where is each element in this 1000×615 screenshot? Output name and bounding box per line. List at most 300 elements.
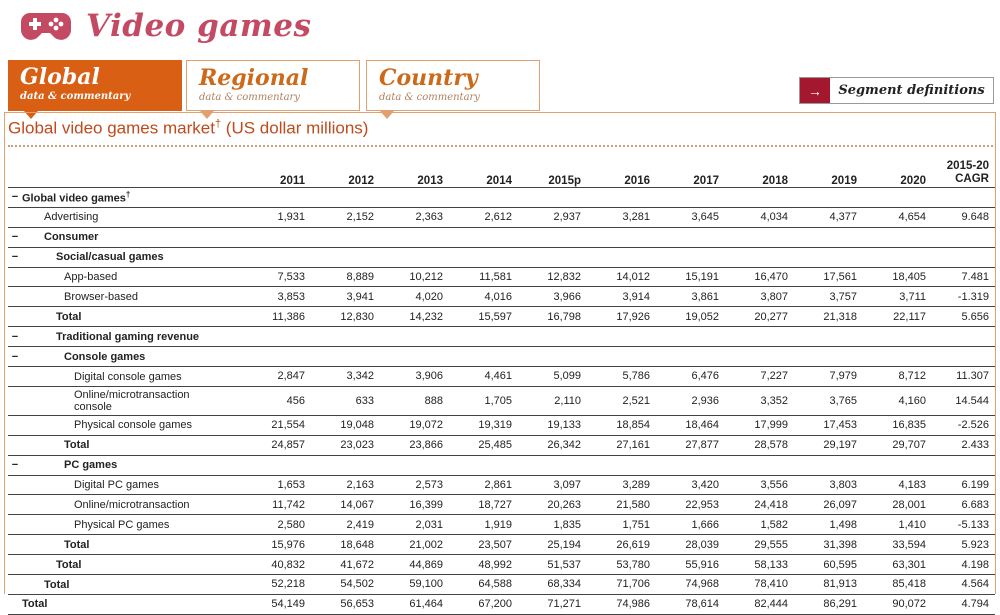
cagr-cell: [932, 227, 995, 247]
row-label: [8, 435, 242, 455]
value-cell: 23,507: [449, 535, 518, 555]
tab-global-label: Global: [20, 64, 100, 90]
value-cell: 27,877: [656, 435, 725, 455]
cagr-cell: [932, 247, 995, 267]
value-cell: [518, 455, 587, 475]
value-cell: 51,537: [518, 555, 587, 575]
value-cell: 17,999: [725, 415, 794, 435]
value-cell: 81,913: [794, 575, 863, 595]
row-label-text: Traditional gaming revenue: [56, 330, 200, 343]
row-label: [8, 455, 242, 475]
table-row: [8, 267, 995, 287]
value-cell: 20,263: [518, 495, 587, 515]
value-cell: 4,654: [863, 207, 932, 227]
cagr-cell: 11.307: [932, 367, 995, 387]
value-cell: [587, 327, 656, 347]
tab-regional[interactable]: [186, 60, 360, 111]
value-cell: 85,418: [863, 575, 932, 595]
value-cell: 78,614: [656, 594, 725, 614]
value-cell: [242, 227, 311, 247]
row-label-text: Console games: [64, 350, 146, 363]
row-label-text: Physical console games: [74, 419, 193, 432]
value-cell: 25,194: [518, 535, 587, 555]
value-cell: 1,705: [449, 386, 518, 415]
cagr-cell: 5.923: [932, 535, 995, 555]
value-cell: 1,666: [656, 515, 725, 535]
value-cell: 2,031: [380, 515, 449, 535]
value-cell: [380, 455, 449, 475]
value-cell: 1,931: [242, 207, 311, 227]
value-cell: 15,597: [449, 307, 518, 327]
cagr-cell: 5.656: [932, 307, 995, 327]
collapse-toggle[interactable]: −: [11, 251, 19, 264]
column-header: 2012: [311, 150, 380, 188]
value-cell: [380, 188, 449, 208]
value-cell: 11,386: [242, 307, 311, 327]
value-cell: 82,444: [725, 594, 794, 614]
tab-country-sub: data & commentary: [379, 92, 480, 103]
value-cell: [311, 247, 380, 267]
value-cell: [863, 327, 932, 347]
value-cell: [725, 455, 794, 475]
tab-country-label: Country: [379, 65, 478, 91]
value-cell: 11,581: [449, 267, 518, 287]
value-cell: [242, 347, 311, 367]
page-title: Video games: [86, 8, 312, 44]
market-table: [8, 150, 995, 615]
row-label: [8, 386, 242, 415]
value-cell: 52,218: [242, 575, 311, 595]
row-label: [8, 347, 242, 367]
value-cell: [725, 347, 794, 367]
value-cell: 2,419: [311, 515, 380, 535]
value-cell: 1,835: [518, 515, 587, 535]
value-cell: 22,953: [656, 495, 725, 515]
column-header: 2013: [380, 150, 449, 188]
table-row: [8, 535, 995, 555]
value-cell: 1,653: [242, 475, 311, 495]
value-cell: [242, 455, 311, 475]
value-cell: 21,002: [380, 535, 449, 555]
value-cell: 2,110: [518, 386, 587, 415]
value-cell: 2,937: [518, 207, 587, 227]
table-row: [8, 455, 995, 475]
value-cell: 2,152: [311, 207, 380, 227]
value-cell: 90,072: [863, 594, 932, 614]
value-cell: 3,757: [794, 287, 863, 307]
collapse-toggle[interactable]: −: [11, 459, 19, 472]
table-row: [8, 367, 995, 387]
value-cell: 26,619: [587, 535, 656, 555]
value-cell: 2,936: [656, 386, 725, 415]
value-cell: 3,281: [587, 207, 656, 227]
row-label: [8, 307, 242, 327]
row-label: [8, 555, 242, 575]
value-cell: 16,798: [518, 307, 587, 327]
value-cell: [518, 188, 587, 208]
table-row: [8, 188, 995, 208]
row-label-text: Total: [64, 439, 90, 452]
value-cell: 18,727: [449, 495, 518, 515]
value-cell: 12,832: [518, 267, 587, 287]
value-cell: 3,807: [725, 287, 794, 307]
value-cell: [863, 455, 932, 475]
row-label-text: Total: [56, 558, 82, 571]
row-label: [8, 267, 242, 287]
row-label-text: Total: [64, 538, 90, 551]
value-cell: 56,653: [311, 594, 380, 614]
table-row: [8, 386, 995, 415]
value-cell: 1,498: [794, 515, 863, 535]
value-cell: [449, 327, 518, 347]
value-cell: 5,099: [518, 367, 587, 387]
value-cell: 2,363: [380, 207, 449, 227]
row-label-text: Digital console games: [74, 370, 182, 383]
value-cell: 64,588: [449, 575, 518, 595]
value-cell: 59,100: [380, 575, 449, 595]
table-row: [8, 475, 995, 495]
cagr-cell: [932, 327, 995, 347]
value-cell: 28,039: [656, 535, 725, 555]
section-title: Global video games market† (US dollar millions): [8, 118, 369, 138]
cagr-cell: 4.198: [932, 555, 995, 575]
dotted-divider: [8, 145, 993, 147]
segment-definitions-label: Segment definitions: [838, 83, 985, 98]
value-cell: 26,097: [794, 495, 863, 515]
collapse-toggle[interactable]: −: [11, 350, 19, 363]
value-cell: [518, 247, 587, 267]
value-cell: 28,001: [863, 495, 932, 515]
value-cell: 2,573: [380, 475, 449, 495]
value-cell: 3,914: [587, 287, 656, 307]
collapse-toggle[interactable]: −: [11, 231, 19, 244]
value-cell: 58,133: [725, 555, 794, 575]
gamepad-icon: [20, 7, 72, 45]
value-cell: [794, 188, 863, 208]
dagger-mark: †: [125, 190, 131, 200]
value-cell: 1,582: [725, 515, 794, 535]
value-cell: 33,594: [863, 535, 932, 555]
value-cell: 21,554: [242, 415, 311, 435]
cagr-cell: -1.319: [932, 287, 995, 307]
table-row: [8, 515, 995, 535]
cagr-cell: [932, 455, 995, 475]
value-cell: 14,232: [380, 307, 449, 327]
cagr-cell: 14.544: [932, 386, 995, 415]
value-cell: 22,117: [863, 307, 932, 327]
value-cell: [449, 455, 518, 475]
value-cell: [725, 227, 794, 247]
value-cell: 3,803: [794, 475, 863, 495]
value-cell: 68,334: [518, 575, 587, 595]
table-row: [8, 227, 995, 247]
row-label: [8, 287, 242, 307]
table-row: [8, 307, 995, 327]
table-row: [8, 555, 995, 575]
value-cell: 19,072: [380, 415, 449, 435]
value-cell: [242, 247, 311, 267]
table-row: [8, 435, 995, 455]
value-cell: 28,578: [725, 435, 794, 455]
value-cell: 1,751: [587, 515, 656, 535]
column-header: 2014: [449, 150, 518, 188]
value-cell: 4,183: [863, 475, 932, 495]
row-label: [8, 227, 242, 247]
value-cell: 3,097: [518, 475, 587, 495]
value-cell: [725, 247, 794, 267]
value-cell: [449, 188, 518, 208]
value-cell: 21,580: [587, 495, 656, 515]
value-cell: 67,200: [449, 594, 518, 614]
value-cell: 456: [242, 386, 311, 415]
value-cell: [794, 227, 863, 247]
table-row: [8, 347, 995, 367]
value-cell: 3,645: [656, 207, 725, 227]
value-cell: 41,672: [311, 555, 380, 575]
row-label: [8, 415, 242, 435]
cagr-cell: -5.133: [932, 515, 995, 535]
value-cell: [656, 247, 725, 267]
value-cell: 29,197: [794, 435, 863, 455]
value-cell: 2,580: [242, 515, 311, 535]
table-row: [8, 247, 995, 267]
value-cell: 4,034: [725, 207, 794, 227]
table-row: [8, 327, 995, 347]
value-cell: [311, 188, 380, 208]
row-label: [8, 367, 242, 387]
value-cell: [863, 247, 932, 267]
row-label: [8, 594, 242, 614]
value-cell: 12,830: [311, 307, 380, 327]
value-cell: 25,485: [449, 435, 518, 455]
value-cell: 78,410: [725, 575, 794, 595]
value-cell: [380, 327, 449, 347]
row-label-text: Advertising: [44, 211, 99, 224]
value-cell: 17,453: [794, 415, 863, 435]
value-cell: 23,866: [380, 435, 449, 455]
column-header: 2017: [656, 150, 725, 188]
value-cell: 1,919: [449, 515, 518, 535]
value-cell: 40,832: [242, 555, 311, 575]
value-cell: 3,289: [587, 475, 656, 495]
value-cell: 74,968: [656, 575, 725, 595]
value-cell: 61,464: [380, 594, 449, 614]
value-cell: [518, 347, 587, 367]
arrow-right-icon: →: [800, 78, 830, 103]
value-cell: 7,227: [725, 367, 794, 387]
collapse-toggle[interactable]: −: [11, 330, 19, 343]
cagr-cell: 2.433: [932, 435, 995, 455]
cagr-cell: [932, 188, 995, 208]
value-cell: [794, 347, 863, 367]
table-row: [8, 415, 995, 435]
value-cell: 20,277: [725, 307, 794, 327]
page-header: [20, 4, 311, 48]
value-cell: 7,979: [794, 367, 863, 387]
value-cell: 2,861: [449, 475, 518, 495]
value-cell: [380, 347, 449, 367]
value-cell: 21,318: [794, 307, 863, 327]
row-label-text: Digital PC games: [74, 479, 159, 492]
value-cell: 60,595: [794, 555, 863, 575]
value-cell: 48,992: [449, 555, 518, 575]
value-cell: [863, 347, 932, 367]
value-cell: 19,048: [311, 415, 380, 435]
column-header: 2015p: [518, 150, 587, 188]
value-cell: 19,052: [656, 307, 725, 327]
value-cell: [311, 327, 380, 347]
value-cell: 4,160: [863, 386, 932, 415]
value-cell: 54,149: [242, 594, 311, 614]
cagr-cell: 6.199: [932, 475, 995, 495]
row-label-text: Browser-based: [64, 290, 138, 303]
value-cell: 63,301: [863, 555, 932, 575]
cagr-cell: 4.794: [932, 594, 995, 614]
tab-country[interactable]: [366, 60, 540, 111]
cagr-cell: 6.683: [932, 495, 995, 515]
value-cell: 18,405: [863, 267, 932, 287]
column-header: 2020: [863, 150, 932, 188]
value-cell: 74,986: [587, 594, 656, 614]
value-cell: 29,555: [725, 535, 794, 555]
tab-regional-sub: data & commentary: [199, 92, 300, 103]
value-cell: 8,889: [311, 267, 380, 287]
value-cell: 19,133: [518, 415, 587, 435]
value-cell: [587, 227, 656, 247]
value-cell: 3,711: [863, 287, 932, 307]
value-cell: 2,521: [587, 386, 656, 415]
value-cell: 7,533: [242, 267, 311, 287]
row-label: [8, 475, 242, 495]
value-cell: 16,835: [863, 415, 932, 435]
value-cell: 2,847: [242, 367, 311, 387]
value-cell: [656, 327, 725, 347]
value-cell: 4,016: [449, 287, 518, 307]
segment-definitions-button[interactable]: [799, 77, 994, 104]
value-cell: 3,556: [725, 475, 794, 495]
cagr-cell: [932, 347, 995, 367]
value-cell: 18,854: [587, 415, 656, 435]
table-row: [8, 287, 995, 307]
value-cell: 86,291: [794, 594, 863, 614]
row-label-text: Physical PC games: [74, 518, 170, 531]
value-cell: 16,399: [380, 495, 449, 515]
value-cell: 4,020: [380, 287, 449, 307]
value-cell: 3,941: [311, 287, 380, 307]
value-cell: 18,464: [656, 415, 725, 435]
value-cell: [449, 247, 518, 267]
value-cell: 27,161: [587, 435, 656, 455]
value-cell: 54,502: [311, 575, 380, 595]
value-cell: 24,418: [725, 495, 794, 515]
value-cell: [656, 455, 725, 475]
value-cell: [794, 247, 863, 267]
collapse-toggle[interactable]: −: [11, 191, 19, 204]
table-header-row: [8, 150, 995, 188]
cagr-cell: -2.526: [932, 415, 995, 435]
value-cell: 3,966: [518, 287, 587, 307]
row-label-text: Total: [22, 598, 48, 611]
value-cell: [242, 188, 311, 208]
value-cell: 23,023: [311, 435, 380, 455]
value-cell: [311, 455, 380, 475]
value-cell: 10,212: [380, 267, 449, 287]
row-label-text: Total: [56, 310, 82, 323]
value-cell: 26,342: [518, 435, 587, 455]
value-cell: [587, 247, 656, 267]
value-cell: 44,869: [380, 555, 449, 575]
value-cell: 53,780: [587, 555, 656, 575]
value-cell: [449, 347, 518, 367]
value-cell: 3,853: [242, 287, 311, 307]
value-cell: 3,352: [725, 386, 794, 415]
value-cell: [311, 347, 380, 367]
value-cell: 2,163: [311, 475, 380, 495]
value-cell: [518, 227, 587, 247]
value-cell: 1,410: [863, 515, 932, 535]
column-header: 2011: [242, 150, 311, 188]
tab-regional-label: Regional: [199, 65, 309, 91]
value-cell: 888: [380, 386, 449, 415]
value-cell: 3,342: [311, 367, 380, 387]
row-label: [8, 188, 242, 208]
value-cell: 11,742: [242, 495, 311, 515]
value-cell: [863, 227, 932, 247]
cagr-cell: 7.481: [932, 267, 995, 287]
value-cell: 31,398: [794, 535, 863, 555]
value-cell: [794, 327, 863, 347]
cagr-cell: 9.648: [932, 207, 995, 227]
cagr-header: 2015-20 CAGR: [932, 150, 995, 188]
value-cell: [656, 227, 725, 247]
value-cell: [725, 188, 794, 208]
column-header: 2019: [794, 150, 863, 188]
value-cell: 15,191: [656, 267, 725, 287]
row-label-text: Consumer: [44, 231, 99, 244]
value-cell: 19,319: [449, 415, 518, 435]
row-label-text: App-based: [64, 271, 118, 284]
row-label: [8, 247, 242, 267]
tab-global[interactable]: [8, 60, 182, 111]
value-cell: 3,765: [794, 386, 863, 415]
row-label-text: Online/microtransaction: [74, 498, 190, 511]
row-label-text: Online/microtransaction console: [74, 388, 190, 413]
value-cell: 24,857: [242, 435, 311, 455]
value-cell: [725, 327, 794, 347]
value-cell: [311, 227, 380, 247]
value-cell: 17,926: [587, 307, 656, 327]
row-label-text: Social/casual games: [56, 251, 164, 264]
value-cell: [449, 227, 518, 247]
value-cell: 71,271: [518, 594, 587, 614]
value-cell: 15,976: [242, 535, 311, 555]
value-cell: 4,461: [449, 367, 518, 387]
value-cell: [656, 347, 725, 367]
value-cell: 16,470: [725, 267, 794, 287]
column-header: 2016: [587, 150, 656, 188]
tab-global-sub: data & commentary: [20, 91, 131, 102]
value-cell: 3,906: [380, 367, 449, 387]
row-label: [8, 207, 242, 227]
value-cell: 14,012: [587, 267, 656, 287]
value-cell: 8,712: [863, 367, 932, 387]
value-cell: [587, 188, 656, 208]
table-row: [8, 575, 995, 595]
value-cell: [380, 227, 449, 247]
table-row: [8, 495, 995, 515]
value-cell: 55,916: [656, 555, 725, 575]
value-cell: 14,067: [311, 495, 380, 515]
